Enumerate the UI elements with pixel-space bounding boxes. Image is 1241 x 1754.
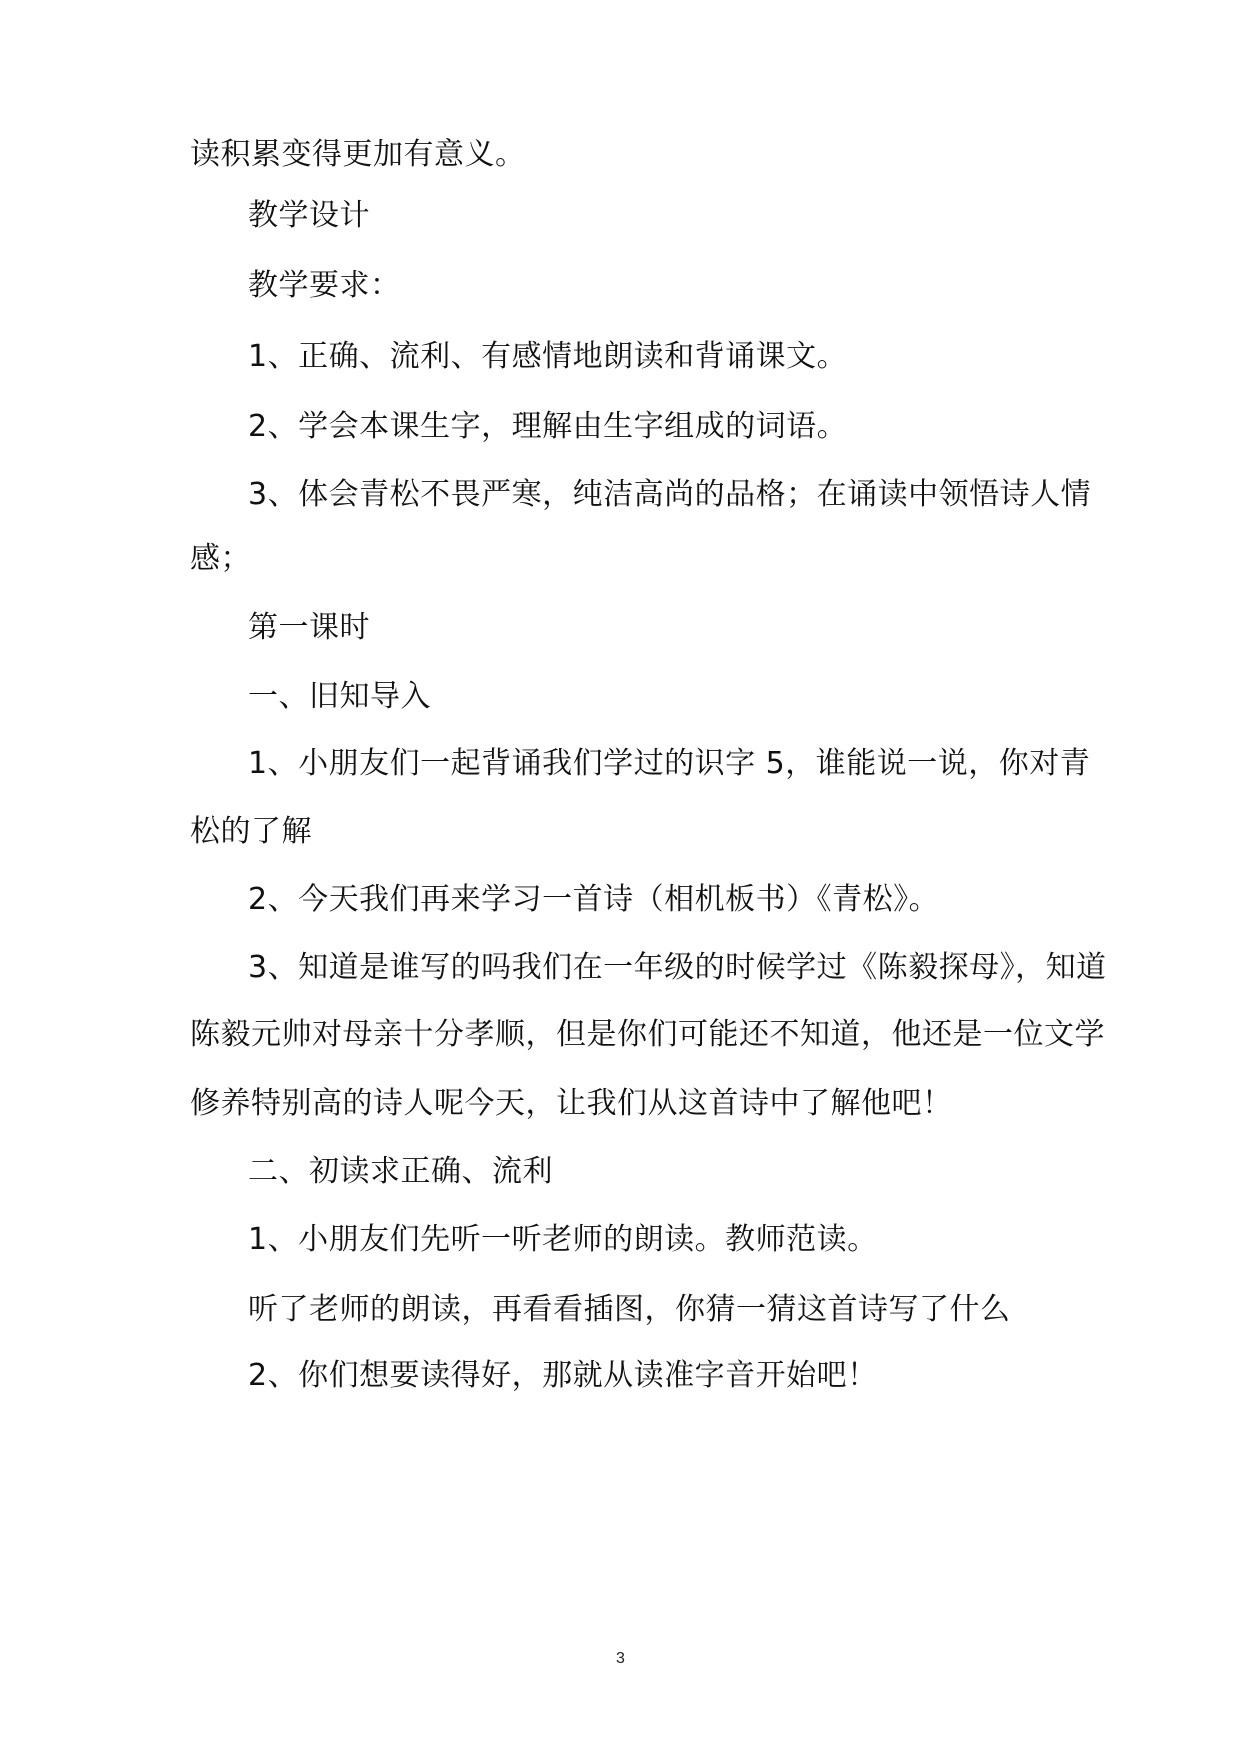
- text-line: 读积累变得更加有意义。: [190, 137, 526, 172]
- list-item: 2、你们想要读得好，那就从读准字音开始吧！: [248, 1358, 878, 1393]
- heading-teaching-requirements: 教学要求：: [248, 268, 401, 303]
- list-item: 1、小朋友们一起背诵我们学过的识字 5，谁能说一说，你对青: [248, 746, 1091, 781]
- list-item: 3、知道是谁写的吗我们在一年级的时候学过《陈毅探母》，知道: [248, 950, 1107, 985]
- heading-first-lesson: 第一课时: [248, 610, 370, 645]
- heading-teaching-design: 教学设计: [248, 198, 370, 233]
- text-line: 感；: [190, 541, 251, 576]
- text-line: 修养特别高的诗人呢今天，让我们从这首诗中了解他吧！: [190, 1086, 953, 1121]
- list-item: 2、学会本课生字，理解由生字组成的词语。: [248, 409, 848, 444]
- section-heading: 二、初读求正确、流利: [248, 1154, 553, 1189]
- text-line: 陈毅元帅对母亲十分孝顺，但是你们可能还不知道，他还是一位文学: [190, 1017, 1105, 1052]
- section-heading: 一、旧知导入: [248, 679, 431, 714]
- list-item: 3、体会青松不畏严寒，纯洁高尚的品格；在诵读中领悟诗人情: [248, 477, 1092, 512]
- list-item: 1、正确、流利、有感情地朗读和背诵课文。: [248, 339, 848, 374]
- page-number: 3: [616, 1650, 625, 1667]
- list-item: 2、今天我们再来学习一首诗（相机板书）《青松》。: [248, 882, 940, 917]
- text-line: 松的了解: [190, 814, 312, 849]
- text-line: 听了老师的朗读，再看看插图，你猜一猜这首诗写了什么: [248, 1292, 1011, 1327]
- list-item: 1、小朋友们先听一听老师的朗读。教师范读。: [248, 1222, 878, 1257]
